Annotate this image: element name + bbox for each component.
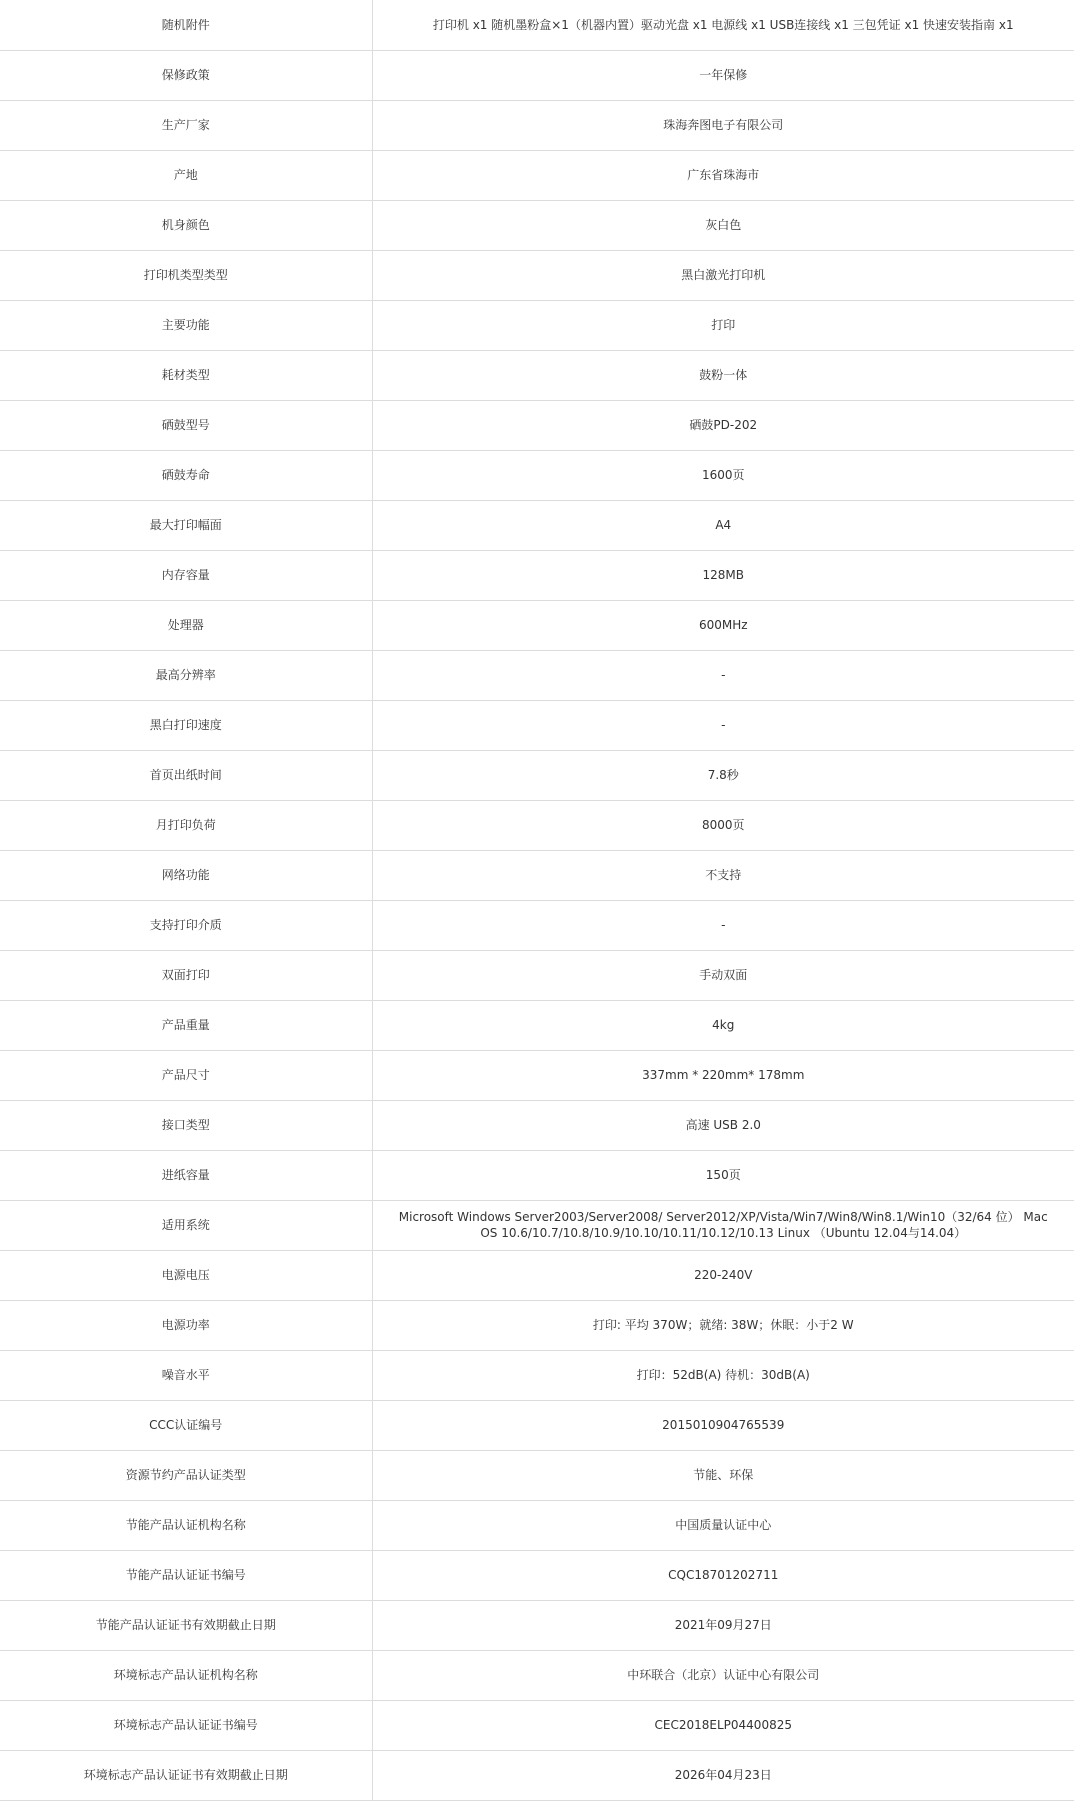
spec-row xyxy=(0,1750,1074,1800)
spec-label: 最大打印幅面 xyxy=(0,500,372,550)
spec-row xyxy=(0,500,1074,550)
spec-value: 4kg xyxy=(372,1000,1074,1050)
spec-label: 环境标志产品认证机构名称 xyxy=(0,1650,372,1700)
spec-value: 一年保修 xyxy=(372,50,1074,100)
spec-row xyxy=(0,650,1074,700)
spec-label: 耗材类型 xyxy=(0,350,372,400)
spec-label: 环境标志产品认证证书编号 xyxy=(0,1700,372,1750)
spec-value: 打印机 x1 随机墨粉盒×1（机器内置）驱动光盘 x1 电源线 x1 USB连接线 x1 三包凭证 x1 快速安装指南 x1 xyxy=(372,0,1074,50)
spec-value: 珠海奔图电子有限公司 xyxy=(372,100,1074,150)
spec-row xyxy=(0,450,1074,500)
spec-label: CCC认证编号 xyxy=(0,1400,372,1450)
spec-row xyxy=(0,400,1074,450)
spec-row xyxy=(0,300,1074,350)
spec-value: 2015010904765539 xyxy=(372,1400,1074,1450)
spec-row xyxy=(0,1700,1074,1750)
spec-label: 接口类型 xyxy=(0,1100,372,1150)
spec-value: 8000页 xyxy=(372,800,1074,850)
spec-label: 硒鼓型号 xyxy=(0,400,372,450)
spec-row xyxy=(0,100,1074,150)
spec-label: 随机附件 xyxy=(0,0,372,50)
spec-label: 节能产品认证证书编号 xyxy=(0,1550,372,1600)
spec-value: 2026年04月23日 xyxy=(372,1750,1074,1800)
spec-row xyxy=(0,700,1074,750)
spec-value: 600MHz xyxy=(372,600,1074,650)
spec-row xyxy=(0,1100,1074,1150)
spec-value: 2021年09月27日 xyxy=(372,1600,1074,1650)
spec-value: 高速 USB 2.0 xyxy=(372,1100,1074,1150)
spec-value: 手动双面 xyxy=(372,950,1074,1000)
spec-label: 噪音水平 xyxy=(0,1350,372,1400)
spec-row xyxy=(0,1350,1074,1400)
spec-label: 保修政策 xyxy=(0,50,372,100)
spec-value: 1600页 xyxy=(372,450,1074,500)
spec-value: 灰白色 xyxy=(372,200,1074,250)
spec-label: 生产厂家 xyxy=(0,100,372,150)
spec-row xyxy=(0,50,1074,100)
spec-label: 黑白打印速度 xyxy=(0,700,372,750)
spec-row xyxy=(0,1650,1074,1700)
spec-label: 内存容量 xyxy=(0,550,372,600)
spec-value: 打印：52dB(A) 待机：30dB(A) xyxy=(372,1350,1074,1400)
spec-value: A4 xyxy=(372,500,1074,550)
spec-value: 广东省珠海市 xyxy=(372,150,1074,200)
spec-value: CQC18701202711 xyxy=(372,1550,1074,1600)
spec-row xyxy=(0,1050,1074,1100)
spec-value: 不支持 xyxy=(372,850,1074,900)
spec-row xyxy=(0,1300,1074,1350)
spec-row xyxy=(0,350,1074,400)
spec-label: 进纸容量 xyxy=(0,1150,372,1200)
spec-row xyxy=(0,750,1074,800)
spec-label: 电源电压 xyxy=(0,1250,372,1300)
spec-value: 打印: 平均 370W；就绪: 38W；休眠：小于2 W xyxy=(372,1300,1074,1350)
spec-label: 打印机类型类型 xyxy=(0,250,372,300)
spec-value: 中环联合（北京）认证中心有限公司 xyxy=(372,1650,1074,1700)
spec-row xyxy=(0,1000,1074,1050)
spec-label: 节能产品认证证书有效期截止日期 xyxy=(0,1600,372,1650)
spec-row xyxy=(0,1250,1074,1300)
spec-value: - xyxy=(372,900,1074,950)
spec-label: 产品重量 xyxy=(0,1000,372,1050)
spec-value: Microsoft Windows Server2003/Server2008/ Server2012/XP/Vista/Win7/Win8/Win8.1/Win10（32/64 位） Mac OS 10.6/10.7/10.8/10.9/10.10/10.11/10.12/10.13 Linux （Ubuntu 12.04与14.04） xyxy=(372,1200,1074,1250)
spec-row xyxy=(0,200,1074,250)
spec-row xyxy=(0,1500,1074,1550)
spec-value: 7.8秒 xyxy=(372,750,1074,800)
spec-row xyxy=(0,250,1074,300)
spec-value: 337mm * 220mm* 178mm xyxy=(372,1050,1074,1100)
spec-label: 环境标志产品认证证书有效期截止日期 xyxy=(0,1750,372,1800)
spec-row xyxy=(0,800,1074,850)
spec-value: 中国质量认证中心 xyxy=(372,1500,1074,1550)
spec-row xyxy=(0,1150,1074,1200)
spec-row xyxy=(0,150,1074,200)
spec-value: 150页 xyxy=(372,1150,1074,1200)
spec-value: 节能、环保 xyxy=(372,1450,1074,1500)
spec-value: 128MB xyxy=(372,550,1074,600)
spec-value: - xyxy=(372,650,1074,700)
spec-row xyxy=(0,1400,1074,1450)
spec-row xyxy=(0,0,1074,50)
spec-row xyxy=(0,900,1074,950)
spec-value: 硒鼓PD-202 xyxy=(372,400,1074,450)
spec-label: 产地 xyxy=(0,150,372,200)
spec-value: 打印 xyxy=(372,300,1074,350)
spec-row xyxy=(0,950,1074,1000)
spec-label: 机身颜色 xyxy=(0,200,372,250)
spec-label: 电源功率 xyxy=(0,1300,372,1350)
spec-value: - xyxy=(372,700,1074,750)
spec-label: 首页出纸时间 xyxy=(0,750,372,800)
spec-label: 产品尺寸 xyxy=(0,1050,372,1100)
spec-value: 鼓粉一体 xyxy=(372,350,1074,400)
spec-label: 硒鼓寿命 xyxy=(0,450,372,500)
spec-row xyxy=(0,850,1074,900)
spec-value: CEC2018ELP04400825 xyxy=(372,1700,1074,1750)
spec-label: 节能产品认证机构名称 xyxy=(0,1500,372,1550)
spec-row xyxy=(0,1200,1074,1250)
spec-label: 网络功能 xyxy=(0,850,372,900)
spec-label: 双面打印 xyxy=(0,950,372,1000)
spec-row xyxy=(0,1450,1074,1500)
spec-value: 220-240V xyxy=(372,1250,1074,1300)
spec-label: 月打印负荷 xyxy=(0,800,372,850)
spec-value: 黑白激光打印机 xyxy=(372,250,1074,300)
spec-row xyxy=(0,600,1074,650)
spec-label: 最高分辨率 xyxy=(0,650,372,700)
spec-row xyxy=(0,1600,1074,1650)
spec-row xyxy=(0,550,1074,600)
spec-label: 适用系统 xyxy=(0,1200,372,1250)
spec-label: 资源节约产品认证类型 xyxy=(0,1450,372,1500)
spec-row xyxy=(0,1550,1074,1600)
spec-label: 主要功能 xyxy=(0,300,372,350)
spec-label: 处理器 xyxy=(0,600,372,650)
spec-label: 支持打印介质 xyxy=(0,900,372,950)
